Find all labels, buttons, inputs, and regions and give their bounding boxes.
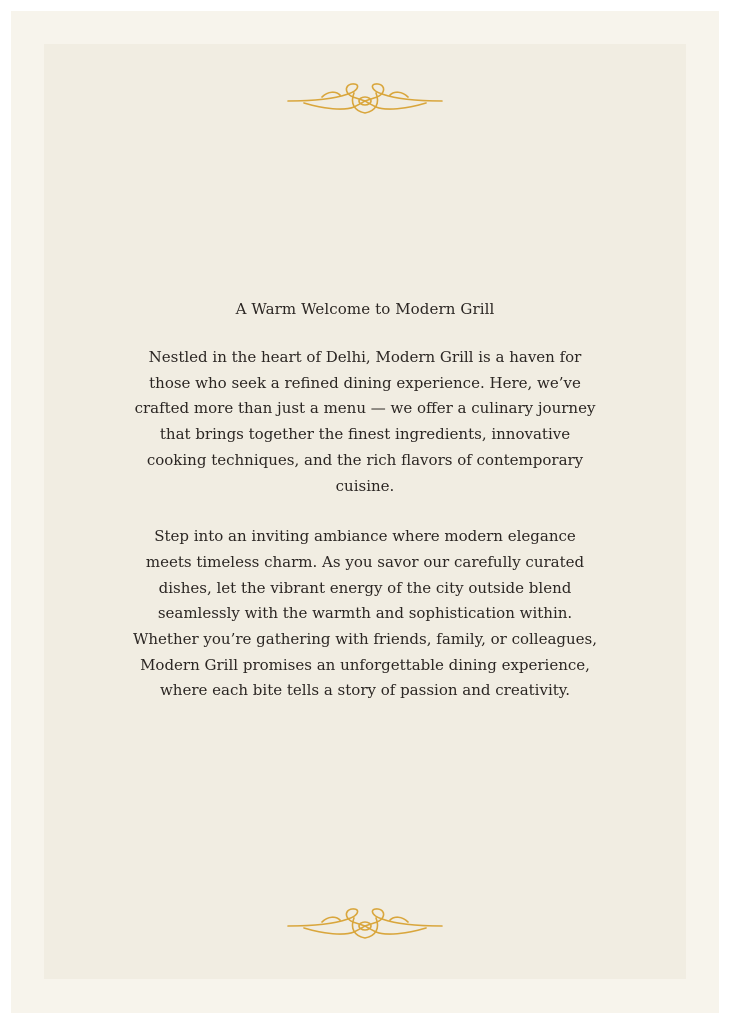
welcome-title: A Warm Welcome to Modern Grill — [235, 300, 495, 318]
flourish-divider-icon — [284, 79, 446, 119]
welcome-paragraph-1: Nestled in the heart of Delhi, Modern Grill is a haven for those who seek a refined dining experience. Here, we’ve crafted more than just a menu — we offer a culinary journey that brings together the finest ingredients, innovative cooking techniques, and the rich flavors of contemporary cuisine. — [134, 348, 596, 495]
content-panel — [44, 44, 686, 979]
welcome-paragraph-2: Step into an inviting ambiance where modern elegance meets timeless charm. As you savor our carefully curated dishes, let the vibrant energy of the city outside blend seamlessly with the warmth and sophistication within. Whether you’re gathering with friends, family, or colleagues, Modern Grill promises an unforgettable dining experience, where each bite tells a story of passion and creativity. — [132, 527, 598, 700]
flourish-divider-icon — [284, 904, 446, 944]
menu-page — [11, 11, 719, 1013]
welcome-section — [44, 298, 686, 704]
